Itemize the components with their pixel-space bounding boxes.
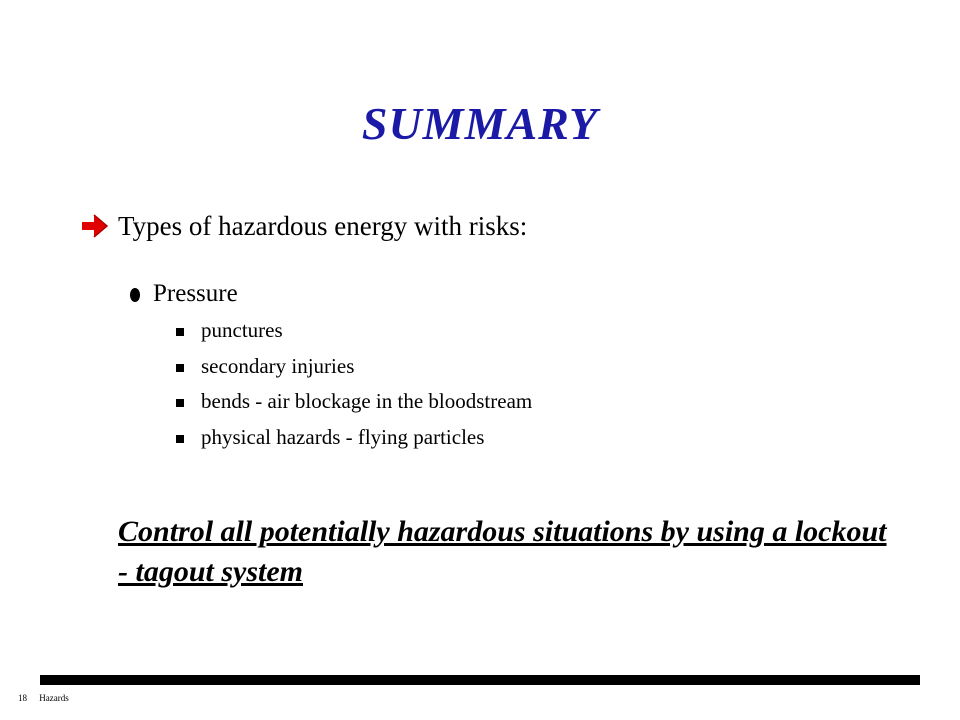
list-item-text: secondary injuries bbox=[201, 353, 355, 378]
list-item bbox=[176, 313, 532, 349]
square-bullet-icon bbox=[176, 328, 184, 336]
footer-divider bbox=[40, 675, 920, 685]
list-item-text: punctures bbox=[201, 318, 283, 343]
list-item-text: physical hazards - flying particles bbox=[201, 424, 485, 449]
square-bullet-icon bbox=[176, 435, 184, 443]
main-bullet bbox=[80, 206, 527, 246]
list-item bbox=[176, 384, 532, 420]
sub-bullet-text: Pressure bbox=[153, 280, 238, 307]
square-bullet-icon bbox=[176, 364, 184, 372]
callout-text: Control all potentially hazardous situations by using a lockout - tagout system bbox=[118, 515, 887, 588]
dot-icon bbox=[130, 288, 140, 302]
main-bullet-text: Types of hazardous energy with risks: bbox=[118, 210, 528, 241]
footer-label: Hazards bbox=[39, 693, 69, 703]
list-item bbox=[176, 349, 532, 385]
sub-bullet bbox=[130, 277, 238, 311]
sub-item-list bbox=[176, 313, 532, 455]
list-item-text: bends - air blockage in the bloodstream bbox=[201, 389, 533, 414]
page-number: 18 bbox=[18, 693, 27, 703]
list-item bbox=[176, 420, 532, 456]
footer bbox=[18, 693, 79, 703]
arrow-right-icon bbox=[80, 212, 110, 240]
slide-title: SUMMARY bbox=[361, 98, 599, 149]
square-bullet-icon bbox=[176, 399, 184, 407]
